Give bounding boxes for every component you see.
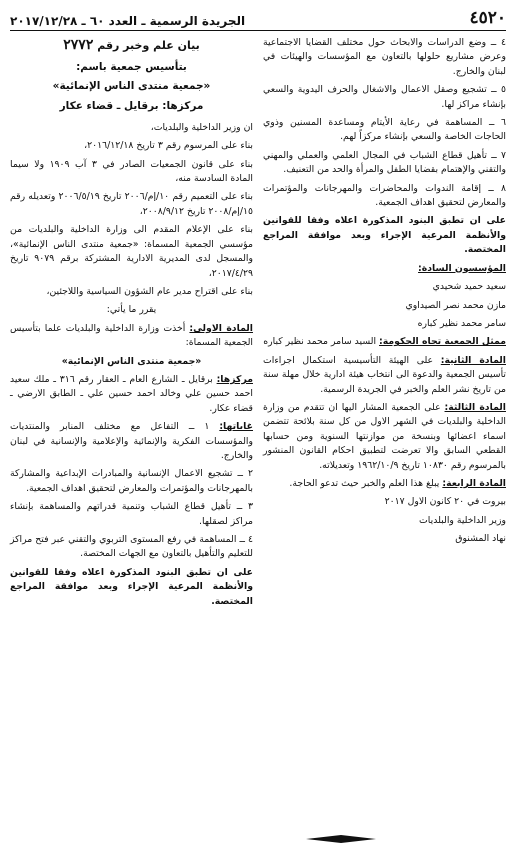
goal-item-1: ١ ــ التفاعل مع مختلف المنابر والمنتديات والمؤسسات الفكرية والإنمائية والإعلامية والإنسانية في لبنان والخارج.	[10, 421, 253, 461]
association-name: «جمعية منتدى الناس الإنمائية»	[61, 355, 202, 367]
goal-item-4: ٤ ــ وضع الدراسات والابحاث حول مختلف القضايا الاجتماعية وعرض مشاريع حلولها بالتعاون مع المؤسسات والهيئات في لبنان والخارج.	[263, 37, 506, 77]
announcement-title	[10, 36, 253, 56]
article-3	[263, 401, 506, 473]
government-representative	[263, 335, 506, 349]
headquarters-label: مركزها:	[216, 373, 253, 385]
goal-item-4-left: ٤ ــ المساهمة في رفع المستوى التربوي والتقني عبر فتح مراكز للتعليم والتأهيل بالتعاون مع الجهات المختصة.	[10, 534, 253, 560]
gazette-title: الجريدة الرسمية ـ العدد ٦٠ ـ ٢٠١٧/١٢/٢٨	[10, 14, 246, 28]
association-location-heading: مركزها: برقايل ـ قضاء عكار	[59, 100, 204, 113]
goal-item-7: ٧ ــ تأهيل قطاع الشباب في المجال العلمي والعملي والمهني والتقني والإهتمام بقضايا الطفل والمرأة والحد من التعنيف.	[263, 149, 506, 176]
right-column	[263, 36, 506, 613]
columns	[10, 36, 506, 613]
preamble-2: بناء على قانون الجمعيات الصادر في ٣ آب ١٩٠٩ ولا سيما المادة السادسة منه،	[10, 158, 253, 185]
approval-condition-left: على ان تطبق البنود المذكورة اعلاه وفقا للقوانين والأنظمة المرعية الإجراء وبعد موافقة المراجع المختصة.	[10, 566, 253, 607]
representative-name: السيد سامر محمد نظير كباره	[263, 336, 377, 348]
page-header	[10, 6, 506, 31]
preamble-5: بناء على اقتراح مدير عام الشؤون السياسية واللاجئين،	[46, 285, 253, 297]
founder-name: مازن محمد نصر الصيداوي	[405, 299, 506, 311]
goals-label: غاياتها:	[219, 421, 253, 433]
approval-condition: على ان تطبق البنود المذكورة اعلاه وفقا للقوانين والأنظمة المرعية الإجراء وبعد موافقة المراجع المختصة.	[263, 215, 506, 256]
goal-item-8: ٨ ــ إقامة الندوات والمحاضرات والمهرجانات والمؤتمرات والمعارض لتحقيق اهداف الجمعية.	[263, 182, 506, 209]
association-name-heading: «جمعية منتدى الناس الإنمائية»	[52, 80, 211, 93]
decides: يقرر ما يأتي:	[106, 304, 157, 316]
headquarters-text: برقايل ـ الشارع العام ـ العقار رقم ٣١٦ ـ ملك سعيد احمد حسين علي وخالد احمد حسين علي ـ الطابق الارضي ـ قضاء عكار.	[10, 373, 253, 414]
announcement-title-prefix: بيان علم وخبر رقم	[97, 39, 200, 52]
left-column	[10, 36, 253, 613]
article-4-text: يبلغ هذا العلم والخبر حيث تدعو الحاجة.	[289, 477, 440, 489]
minister-title: وزير الداخلية والبلديات	[419, 514, 506, 526]
article-2-text: على الهيئة التأسيسية استكمال اجراءات تأسيس الجمعية والدعوة الى انتخاب هيئة ادارية خلال مهلة سنة من تاريخ نشر العلم والخبر في الجريدة الرسمية.	[263, 354, 506, 395]
headquarters	[10, 373, 253, 416]
article-1-text: أخذت وزارة الداخلية والبلديات علما بتأسيس الجمعية المسماة:	[10, 322, 253, 349]
article-3-text: على الجمعية المشار اليها ان تتقدم من وزارة الداخلية والبلديات في الشهر الاول من كل سنة بلائحة تتضمن اسماء اعضائها وبنسخة من موازنتها السنوية ومن حسابها القطعي السابق والا تعرضت لتطبيق احكام القانون المنشور بالمرسوم رقم ١٠٨٣٠ تاريخ ١٩٦٢/١٠/٩ وتعديلاته.	[263, 401, 506, 471]
goals	[10, 420, 253, 463]
article-4	[263, 477, 506, 491]
preamble-4: بناء على الإعلام المقدم الى وزارة الداخلية والبلديات من مؤسسي الجمعية المسماة: «جمعية منتدى الناس الإنمائية»، والمسجل لدى المديرية الادارية المشتركة برقم ٩٠٧٩ تاريخ ٢٠١٧/٤/٢٩،	[10, 224, 253, 279]
announcement-number: ٢٧٧٢	[63, 37, 94, 53]
announcement-subtitle: بتأسيس جمعية باسم:	[76, 60, 187, 73]
article-1	[10, 322, 253, 351]
minister-name: نهاد المشنوق	[455, 533, 506, 545]
goal-item-2: ٢ ــ تشجيع الاعمال الإنسانية والمبادرات الإبداعية والمشاركة بالمهرجانات والمؤتمرات والمعارض لتحقيق اهداف الجمعية.	[10, 468, 253, 494]
founders-label: المؤسسون السادة:	[418, 262, 506, 274]
article-3-label: المادة الثالثة:	[444, 401, 506, 413]
goal-item-6: ٦ ــ المساهمة في رعاية الأيتام ومساعدة المسنين وذوي الحاجات الخاصة والسعي بإنشاء مركزاً لهم.	[263, 117, 506, 143]
end-ornament	[306, 829, 376, 848]
goal-item-3: ٣ ــ تأهيل قطاع الشباب وتنمية قدراتهم والمساهمة بإنشاء مراكز لصقلها.	[10, 501, 253, 527]
page-number: ٤٥٢٠	[469, 8, 506, 28]
founder-name: سعيد حميد شحيدي	[432, 281, 506, 293]
article-2	[263, 354, 506, 397]
preamble-3: بناء على التعميم رقم ١٠/إم/٢٠٠٦ تاريخ ٢٠٠٦/٥/١٩ وتعديله رقم ١٥/إم/٢٠٠٨ تاريخ ٢٠٠٨/٩/١٢،	[10, 191, 253, 217]
article-1-label: المادة الاولى:	[189, 322, 253, 334]
intro: ان وزير الداخلية والبلديات،	[150, 121, 253, 133]
ornament-icon	[306, 834, 376, 844]
goal-item-5: ٥ ــ تشجيع وصقل الاعمال والاشغال والحرف اليدوية والسعي بإنشاء مراكز لها.	[263, 84, 506, 110]
preamble-1: بناء على المرسوم رقم ٣ تاريخ ٢٠١٦/١٢/١٨،	[84, 140, 253, 152]
place-date: بيروت في ٢٠ كانون الاول ٢٠١٧	[384, 496, 506, 508]
representative-label: ممثل الجمعية تجاه الحكومة:	[379, 336, 506, 348]
founder-name: سامر محمد نظير كباره	[417, 317, 506, 329]
article-2-label: المادة الثانية:	[440, 354, 506, 366]
article-4-label: المادة الرابعة:	[442, 477, 506, 489]
